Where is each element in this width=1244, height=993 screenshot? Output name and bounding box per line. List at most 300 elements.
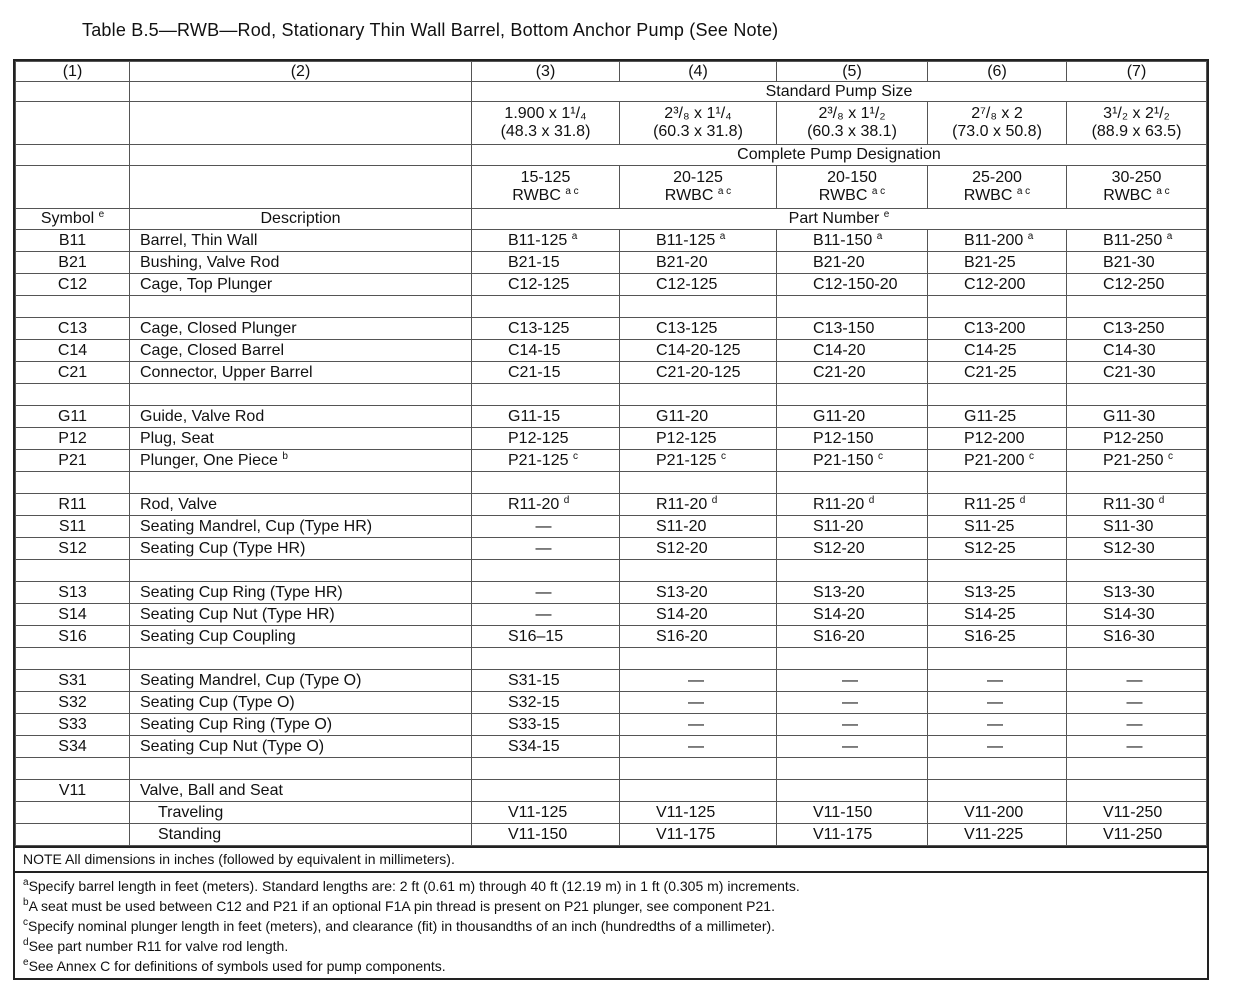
part-number-cell [777,692,928,714]
complete-pump-designation-heading: Complete Pump Designation [472,145,1207,166]
part-number-cell [928,318,1067,340]
part-number-text: V11-150 [813,803,873,821]
symbol-cell: B11 [16,230,130,252]
superscript-mark: b [23,897,29,908]
part-number-cell [472,736,620,758]
size-inches: 1.900 x 1¹/₄ [504,105,587,122]
designation-code: 20-150 [827,169,877,186]
blank-cell [928,296,1067,318]
part-number-text: C12-200 [964,275,1026,293]
description-cell [130,230,472,252]
part-number-cell [620,406,777,428]
description-cell [130,736,472,758]
blank-cell [777,758,928,780]
part-number-text: S12-30 [1103,539,1155,557]
symbol-cell: S13 [16,582,130,604]
designation-row [16,166,1207,209]
size-mm: (88.9 x 63.5) [1091,123,1182,140]
footnote-b [23,896,1199,916]
designation-code: 20-125 [673,169,723,186]
part-number-text: — [987,693,1003,711]
blank-cell [16,82,130,102]
designation-type-text: RWBC [512,187,561,204]
part-number-text: B21-30 [1103,253,1155,271]
part-number-text: B11-125 [508,231,568,249]
superscript-mark: d [1158,494,1165,506]
description-cell [130,538,472,560]
part-number-text: S11-25 [964,517,1015,535]
column-number: (2) [130,62,472,82]
blank-cell [777,648,928,670]
pump-size-cell [620,102,777,145]
part-number-cell [472,604,620,626]
part-number-text: V11-250 [1103,825,1163,843]
table-row [16,802,1207,824]
designation-type-text: RWBC [1103,187,1152,204]
blank-cell [16,472,130,494]
size-mm: (60.3 x 31.8) [653,123,743,140]
superscript-mark: d [23,937,29,948]
description-cell [130,626,472,648]
table-row [16,428,1207,450]
part-number-text: V11-125 [656,803,716,821]
description-text: Seating Mandrel, Cup (Type HR) [140,517,373,535]
part-number-text: — [688,737,704,755]
part-number-cell [777,582,928,604]
symbol-cell: C21 [16,362,130,384]
symbol-cell: B21 [16,252,130,274]
part-number-cell [620,428,777,450]
symbol-cell: P12 [16,428,130,450]
designation-type-text: RWBC [818,187,868,204]
part-number-text: V11-175 [813,825,873,843]
part-number-cell [1067,340,1207,362]
footnote-d [23,936,1199,956]
blank-cell [928,472,1067,494]
part-number-cell [1067,318,1207,340]
part-number-cell [472,692,620,714]
blank-cell [16,560,130,582]
part-number-cell [472,582,620,604]
table-row [16,494,1207,516]
blank-cell [130,145,472,166]
blank-cell [620,296,777,318]
table-row [16,538,1207,560]
part-number-text: P21-125 [656,451,717,469]
symbol-cell: S11 [16,516,130,538]
description-cell [130,604,472,626]
part-number-cell [472,428,620,450]
part-number-cell [472,714,620,736]
blank-cell [130,166,472,209]
designation-type [1071,187,1202,205]
part-number-cell [928,582,1067,604]
part-number-cell [777,516,928,538]
part-number-text: S34-15 [508,737,560,755]
description-text: Seating Cup Nut (Type O) [140,737,325,755]
part-number-cell [1067,428,1207,450]
symbol-cell: S14 [16,604,130,626]
table-row [16,406,1207,428]
part-number-text: — [987,737,1003,755]
part-number-text: — [535,605,552,623]
part-number-cell [1067,362,1207,384]
description-cell [130,692,472,714]
designation-type [781,187,923,205]
part-number-cell [620,670,777,692]
part-number-text: B11-200 [964,231,1024,249]
part-number-text: S12-25 [964,539,1016,557]
blank-cell [130,82,472,102]
superscript-mark: d [563,494,570,506]
designation-type-text: RWBC [664,187,714,204]
description-cell [130,406,472,428]
part-number-cell [777,736,928,758]
table-row [16,692,1207,714]
part-number-text: S16-20 [813,627,865,645]
footnote-a [23,876,1199,896]
part-number-text: S14-20 [813,605,865,623]
column-header-row [16,209,1207,230]
part-number-cell [777,780,928,802]
part-number-text: C12-125 [656,275,718,293]
footnote-text: Specify barrel length in feet (meters). Standard lengths are: 2 ft (0.61 m) through 40 ft (12.19 m) in 1 ft (0.305 m) increments. [28,878,800,894]
size-inches: 2³/₈ x 1¹/₂ [818,105,886,122]
blank-cell [16,758,130,780]
part-number-cell [777,318,928,340]
description-cell [130,318,472,340]
designation-type [476,187,615,205]
part-number-cell [928,824,1067,846]
table-row [16,736,1207,758]
designation-code: 15-125 [520,169,571,186]
part-number-cell [1067,582,1207,604]
blank-cell [1067,296,1207,318]
description-text: Seating Cup Coupling [140,627,296,645]
symbol-cell: C12 [16,274,130,296]
part-number-text: C12-125 [508,275,570,293]
part-number-text: V11-200 [964,803,1024,821]
blank-cell [777,560,928,582]
superscript-mark: e [883,209,890,220]
footnote-text: See Annex C for definitions of symbols used for pump components. [28,958,446,974]
part-number-header-text: Part Number [788,210,880,227]
part-number-text: — [987,715,1003,733]
part-number-cell [1067,802,1207,824]
blank-row [16,758,1207,780]
symbol-header [16,209,130,230]
standard-pump-size-heading: Standard Pump Size [472,82,1207,102]
part-number-cell [472,252,620,274]
part-number-cell [620,494,777,516]
footnote-text: A seat must be used between C12 and P21 if an optional F1A pin thread is present on P21 plunger, see component P21. [28,898,775,914]
part-number-cell [620,714,777,736]
description-text: Seating Cup Ring (Type O) [140,715,333,733]
part-number-cell [777,428,928,450]
superscript-mark: c [572,450,578,462]
superscript-mark: a [1166,230,1173,242]
part-number-cell [620,274,777,296]
size-mm: (48.3 x 31.8) [500,123,591,140]
part-number-text: S33-15 [508,715,560,733]
part-number-text: — [1126,715,1143,733]
size-inches: 3¹/₂ x 2¹/₂ [1103,105,1170,122]
part-number-cell [928,340,1067,362]
part-number-cell [472,494,620,516]
blank-cell [1067,560,1207,582]
description-text: Standing [158,825,222,843]
designation-type [932,187,1062,205]
part-number-cell [777,714,928,736]
part-number-text: C12-150-20 [813,275,898,293]
part-number-text: R11-25 [964,495,1016,513]
part-number-text: C13-150 [813,319,875,337]
part-number-cell [620,692,777,714]
part-number-cell [620,252,777,274]
part-number-text: C14-30 [1103,341,1156,359]
blank-cell [928,648,1067,670]
size-row [16,102,1207,145]
part-number-cell [777,230,928,252]
part-number-cell [620,802,777,824]
part-number-cell [472,802,620,824]
blank-cell [130,296,472,318]
column-number: (1) [16,62,130,82]
part-number-cell [620,450,777,472]
part-number-text: R11-20 [656,495,708,513]
part-number-cell [928,450,1067,472]
description-cell [130,362,472,384]
part-number-text: S16–15 [508,627,564,645]
symbol-cell [16,802,130,824]
part-number-cell [928,780,1067,802]
part-number-text: B11-150 [813,231,873,249]
part-number-text: R11-20 [508,495,560,513]
part-number-cell [1067,780,1207,802]
blank-cell [928,384,1067,406]
table-title: Table B.5—RWB—Rod, Stationary Thin Wall Barrel, Bottom Anchor Pump (See Note) [82,20,779,40]
part-number-cell [928,406,1067,428]
column-number: (5) [777,62,928,82]
superscript-mark: c [1028,450,1034,462]
part-number-text: — [842,693,858,711]
part-number-text: P12-150 [813,429,874,447]
part-number-text: C12-250 [1103,275,1165,293]
part-number-cell [1067,538,1207,560]
superscript-mark: c [1167,450,1173,462]
blank-cell [472,560,620,582]
part-number-header [472,209,1207,230]
part-number-text: R11-30 [1103,495,1155,513]
table-row [16,714,1207,736]
part-number-text: V11-250 [1103,803,1163,821]
part-number-text: P12-200 [964,429,1025,447]
part-number-cell [928,274,1067,296]
table-note: NOTE All dimensions in inches (followed by equivalent in millimeters). [15,846,1207,871]
description-cell [130,582,472,604]
blank-cell [1067,472,1207,494]
part-number-cell [620,230,777,252]
table-row [16,230,1207,252]
table-row [16,626,1207,648]
part-number-cell [620,604,777,626]
designation-code: 25-200 [972,169,1022,186]
blank-cell [620,384,777,406]
blank-cell [130,102,472,145]
part-number-cell [472,626,620,648]
part-number-cell [620,780,777,802]
part-number-cell [620,736,777,758]
part-number-cell [777,626,928,648]
pump-size-cell [777,102,928,145]
description-text: Bushing, Valve Rod [140,253,280,271]
symbol-cell: P21 [16,450,130,472]
superscript-mark: a [876,230,883,242]
description-header: Description [130,209,472,230]
superscript-mark: a c [565,186,579,197]
part-number-cell [928,670,1067,692]
part-number-cell [620,340,777,362]
part-number-cell [472,230,620,252]
designation-cell [472,166,620,209]
part-number-cell [620,582,777,604]
superscript-mark: a [1027,230,1034,242]
blank-cell [130,648,472,670]
part-number-text: S13-20 [656,583,708,601]
superscript-mark: e [23,957,29,968]
description-cell [130,494,472,516]
part-number-cell [1067,450,1207,472]
blank-cell [620,472,777,494]
blank-cell [16,648,130,670]
size-inches: 2⁷/₈ x 2 [971,105,1023,122]
part-number-text: S11-20 [656,517,707,535]
part-number-text: R11-20 [813,495,865,513]
part-number-text: S14-25 [964,605,1016,623]
part-number-text: — [987,671,1003,689]
part-number-cell [928,362,1067,384]
footnote-text: Specify nominal plunger length in feet (meters), and clearance (fit) in thousandths of an inch (hundredths of a millimeter). [28,918,776,934]
part-number-text: — [1126,737,1143,755]
part-number-cell [620,824,777,846]
part-number-cell [928,252,1067,274]
symbol-cell: C14 [16,340,130,362]
part-number-text: S16-25 [964,627,1016,645]
part-number-text: G11-25 [964,407,1017,425]
blank-cell [130,560,472,582]
blank-cell [472,758,620,780]
part-number-text: B11-250 [1103,231,1163,249]
superscript-mark: c [720,450,726,462]
blank-cell [16,384,130,406]
part-number-text: C21-15 [508,363,561,381]
description-text: Seating Cup Ring (Type HR) [140,583,343,601]
part-number-text: V11-175 [656,825,716,843]
designation-heading-row [16,145,1207,166]
part-number-text: G11-20 [813,407,866,425]
part-number-cell [928,736,1067,758]
part-number-cell [1067,714,1207,736]
symbol-cell [16,824,130,846]
blank-cell [472,648,620,670]
blank-cell [16,296,130,318]
part-number-cell [1067,494,1207,516]
part-number-text: — [842,715,858,733]
description-cell [130,516,472,538]
part-number-cell [928,516,1067,538]
part-number-text: — [842,671,858,689]
blank-row [16,296,1207,318]
symbol-cell: G11 [16,406,130,428]
symbol-cell: S34 [16,736,130,758]
part-number-cell [777,670,928,692]
blank-cell [1067,758,1207,780]
designation-cell [928,166,1067,209]
part-number-text: P12-125 [508,429,569,447]
part-number-cell [928,604,1067,626]
part-number-cell [1067,604,1207,626]
symbol-cell: S12 [16,538,130,560]
column-number: (6) [928,62,1067,82]
table-row [16,252,1207,274]
blank-cell [777,472,928,494]
part-number-text: — [842,737,858,755]
table-row [16,604,1207,626]
part-number-cell [777,340,928,362]
table-row [16,582,1207,604]
part-number-text: S13-25 [964,583,1016,601]
superscript-mark: a [571,230,578,242]
superscript-mark: c [23,917,28,928]
description-text: Seating Mandrel, Cup (Type O) [140,671,362,689]
blank-row [16,384,1207,406]
part-number-text: P21-150 [813,451,874,469]
part-number-cell [472,340,620,362]
blank-cell [472,384,620,406]
part-number-cell [1067,516,1207,538]
footnote-c [23,916,1199,936]
blank-cell [620,758,777,780]
part-number-text: C13-250 [1103,319,1165,337]
part-number-text: B21-25 [964,253,1016,271]
superscript-mark: a c [1016,186,1031,197]
description-text: Seating Cup (Type O) [140,693,295,711]
part-number-cell [777,538,928,560]
part-number-cell [1067,274,1207,296]
description-text: Plug, Seat [140,429,214,447]
part-number-cell [472,318,620,340]
part-number-cell [472,406,620,428]
part-number-text: C13-125 [656,319,718,337]
part-number-text: B21-20 [656,253,708,271]
part-number-text: C14-20 [813,341,866,359]
blank-row [16,560,1207,582]
footnotes [15,871,1207,978]
part-number-cell [472,362,620,384]
table-row [16,450,1207,472]
part-number-cell [1067,736,1207,758]
symbol-cell: S16 [16,626,130,648]
description-text: Plunger, One Piece [140,451,278,469]
standard-size-row [16,82,1207,102]
part-number-text: S11-20 [813,517,864,535]
blank-cell [928,560,1067,582]
part-number-text: S16-20 [656,627,708,645]
description-text: Traveling [158,803,224,821]
part-number-cell [472,516,620,538]
description-cell [130,780,472,802]
blank-cell [16,145,130,166]
